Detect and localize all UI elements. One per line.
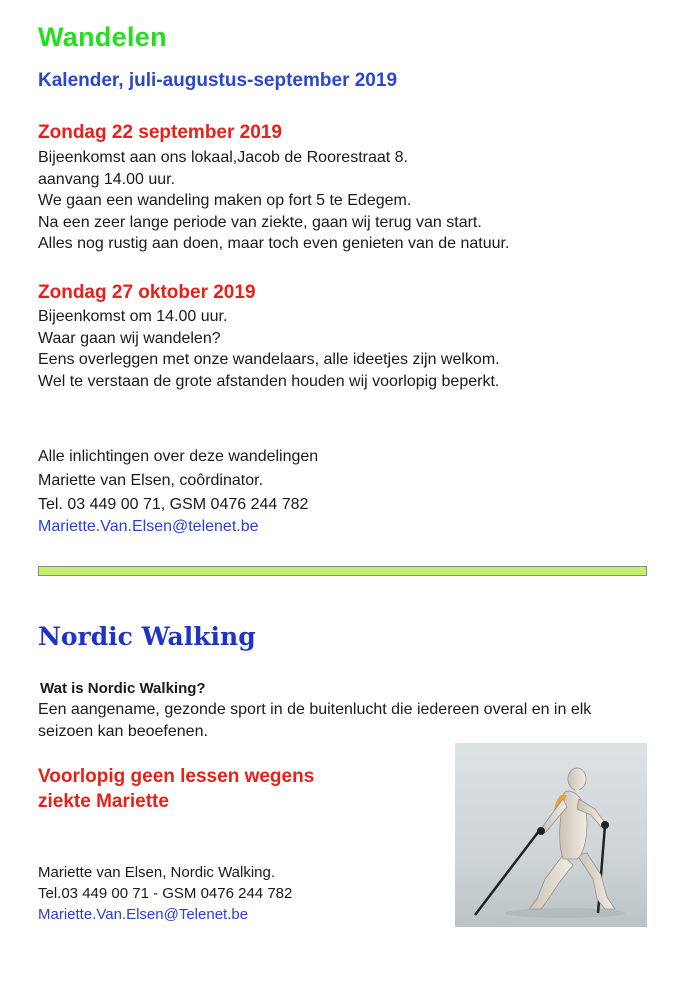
nordic-contact-phone: Tel.03 449 00 71 - GSM 0476 244 782	[38, 885, 293, 902]
nordic-walking-photo	[455, 743, 647, 927]
nordic-question: Wat is Nordic Walking?	[40, 680, 206, 697]
event-1-line-1: Bijeenkomst aan ons lokaal,Jacob de Roorestraat 8.	[38, 149, 408, 166]
nordic-contact-name: Mariette van Elsen, Nordic Walking.	[38, 864, 276, 881]
event-2-line-3: Eens overleggen met onze wandelaars, alle ideetjes zijn welkom.	[38, 351, 500, 368]
event-2-line-1: Bijeenkomst om 14.00 uur.	[38, 308, 228, 325]
nordic-contact	[38, 862, 292, 925]
event-2-line-2: Waar gaan wij wandelen?	[38, 329, 221, 347]
section-divider	[38, 566, 647, 576]
event-1-line-2: aanvang 14.00 uur.	[38, 170, 176, 188]
event-1-line-5: Alles nog rustig aan doen, maar toch even genieten van de natuur.	[38, 235, 510, 252]
event-1-line-3: We gaan een wandeling maken op fort 5 te Edegem.	[38, 192, 412, 209]
calendar-heading: Kalender, juli-augustus-september 2019	[38, 70, 398, 91]
event-date-1: Zondag 22 september 2019	[38, 122, 282, 143]
nordic-description	[38, 699, 591, 742]
nordic-walker-figure-icon	[455, 743, 647, 927]
nordic-contact-email-link[interactable]: Mariette.Van.Elsen@Telenet.be	[38, 906, 249, 923]
event-date-2: Zondag 27 oktober 2019	[38, 282, 256, 303]
info-email-link[interactable]: Mariette.Van.Elsen@telenet.be	[38, 518, 259, 535]
nordic-notice	[38, 764, 314, 814]
info-phone: Tel. 03 449 00 71, GSM 0476 244 782	[38, 496, 309, 513]
nordic-desc-line-2: seizoen kan beoefenen.	[38, 722, 208, 740]
info-coordinator: Mariette van Elsen, coôrdinator.	[38, 472, 264, 489]
nordic-notice-line-2: ziekte Mariette	[38, 791, 169, 812]
info-intro: Alle inlichtingen over deze wandelingen	[38, 448, 319, 465]
nordic-notice-line-1: Voorlopig geen lessen wegens	[38, 766, 315, 787]
nordic-desc-line-1: Een aangename, gezonde sport in de buitenlucht die iedereen overal en in elk	[38, 701, 592, 718]
section-title-nordic-walking: Nordic Walking	[38, 622, 256, 651]
event-1-line-4: Na een zeer lange periode van ziekte, gaan wij terug van start.	[38, 213, 482, 231]
event-2-line-4: Wel te verstaan de grote afstanden houden wij voorlopig beperkt.	[38, 372, 500, 390]
section-title-wandelen: Wandelen	[38, 22, 167, 52]
